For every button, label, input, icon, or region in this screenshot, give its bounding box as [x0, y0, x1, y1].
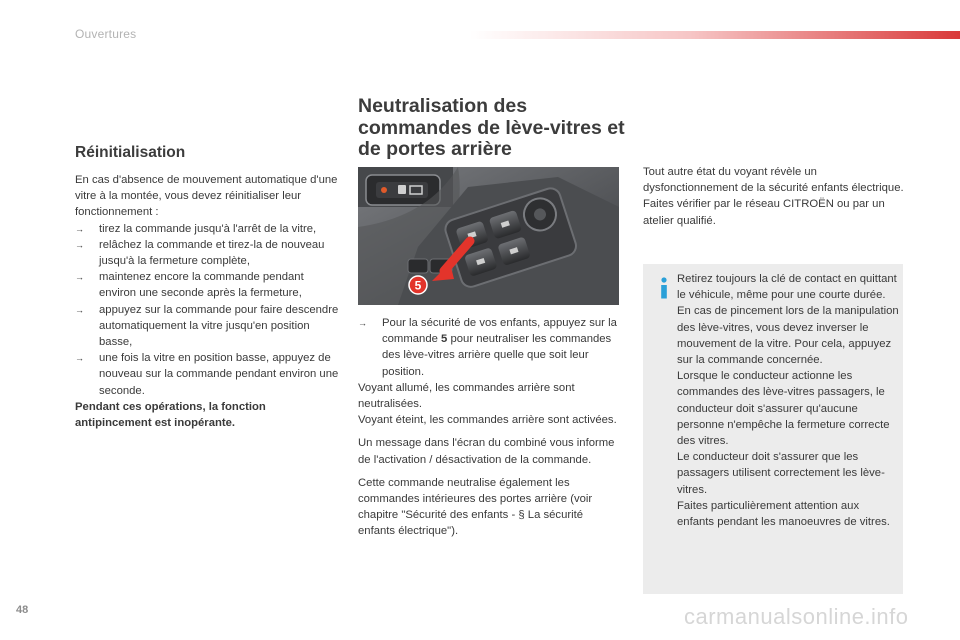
reinit-steps — [75, 221, 340, 399]
neutral-column — [358, 315, 623, 547]
reinit-warning: Pendant ces opérations, la fonction antipincement est inopérante. — [75, 400, 266, 430]
info-line: Faites particulièrement attention aux enfants pendant les manoeuvres de vitres. — [677, 499, 890, 529]
bullet-command-number: 5 — [441, 333, 448, 346]
reinit-step: → maintenez encore la commande pendant environ une seconde après la fermeture, — [75, 269, 340, 301]
header-accent-bar — [470, 31, 960, 39]
reinit-intro: En cas d'absence de mouvement automatique d'une vitre à la montée, vous devez réinitialiser leur fonctionnement : — [75, 174, 338, 219]
info-icon — [658, 277, 670, 299]
page-number: 48 — [16, 604, 29, 616]
window-switch-photo — [358, 167, 619, 305]
neutral-bullet — [358, 315, 623, 380]
section-title: Ouvertures — [75, 27, 137, 41]
bullet-text-1: Pour la sécurité de vos enfants, appuyez sur la commande — [382, 317, 617, 346]
neutral-light-on: Voyant allumé, les commandes arrière sont neutralisées. — [358, 381, 575, 411]
info-line: Retirez toujours la clé de contact en quittant le véhicule, même pour une courte durée. — [677, 273, 897, 302]
fault-column — [643, 164, 905, 229]
window-switch-illustration — [358, 167, 619, 305]
neutral-bullet-list — [358, 315, 623, 380]
reinit-step: → relâchez la commande et tirez-la de nouveau jusqu'à la fermeture complète, — [75, 237, 340, 269]
neutral-heading: Neutralisation des commandes de lève-vitres et de portes arrière — [358, 95, 625, 160]
info-line: Le conducteur doit s'assurer que les passagers utilisent correctement les lève-vitres. — [677, 451, 885, 496]
service-text: Faites vérifier par le réseau CITROËN ou par un atelier qualifié. — [643, 198, 885, 227]
info-text — [677, 271, 899, 530]
neutral-doors: Cette commande neutralise également les commandes intérieures des portes arrière (voir chapitre "Sécurité des enfants - § La sécurité enfants électrique"). — [358, 476, 593, 538]
reinit-step: → tirez la commande jusqu'à l'arrêt de la vitre, — [75, 221, 340, 237]
reinit-column — [75, 144, 340, 431]
callout-number: 5 — [414, 278, 422, 293]
info-box — [643, 264, 903, 594]
bullet-text-2: pour neutraliser les commandes des lève-vitres arrière quelle que soit leur position. — [382, 333, 612, 378]
neutral-message: Un message dans l'écran du combiné vous informe de l'activation / désactivation de la commande. — [358, 437, 615, 466]
info-line: En cas de pincement lors de la manipulation des lève-vitres, vous devez inverser le mouvement de la vitre. Pour cela, appuyez sur la commande concernée. — [677, 305, 899, 367]
reinit-step: → appuyez sur la commande pour faire descendre automatiquement la vitre jusqu'en position basse, — [75, 302, 340, 351]
info-line: Lorsque le conducteur actionne les commandes des lève-vitres passagers, le conducteur doit s'assurer qu'aucune personne n'empêche la fermeture correcte des vitres. — [677, 370, 890, 448]
fault-text: Tout autre état du voyant révèle un dysfonctionnement de la sécurité enfants électrique. — [643, 166, 904, 195]
neutral-light-off: Voyant éteint, les commandes arrière sont activées. — [358, 414, 617, 427]
reinit-heading: Réinitialisation — [75, 144, 186, 161]
watermark: carmanualsonline.info — [684, 604, 909, 629]
reinit-step: → une fois la vitre en position basse, appuyez de nouveau sur la commande pendant environ une seconde. — [75, 350, 340, 399]
